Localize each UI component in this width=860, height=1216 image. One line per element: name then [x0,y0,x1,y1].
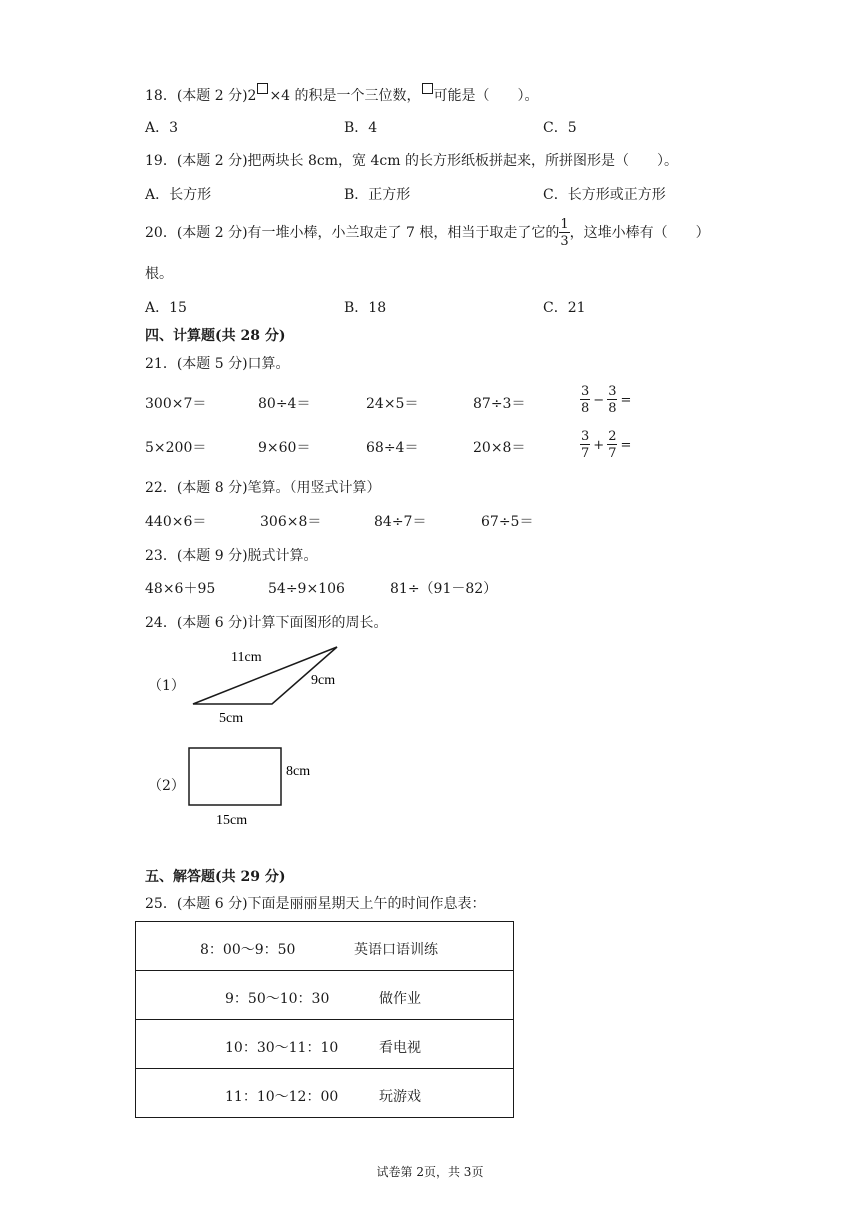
q19-option-c: C．长方形或正方形 [543,187,666,203]
q24-fig1-label: （1） [148,678,185,694]
equals-sign: = [620,392,632,408]
q21-stem: 21．(本题 5 分)口算。 [145,356,290,372]
q20-option-b: B．18 [344,300,387,316]
q21-r2-item4: 20×8＝ [473,440,526,456]
fraction [580,430,590,460]
q23-item1: 48×6＋95 [145,581,216,597]
q18-option-a: A．3 [145,120,179,136]
q21-fraction-expression-2 [580,430,631,460]
fraction-denominator: 7 [581,446,590,461]
q21-r1-item1: 300×7＝ [145,396,207,412]
schedule-table [135,921,514,1118]
table-row [136,922,514,971]
q25-stem: 25．(本题 6 分)下面是丽丽星期天上午的时间作息表： [145,896,486,912]
rectangle-height-label: 8cm [286,764,311,779]
q21-r2-item1: 5×200＝ [145,440,207,456]
fraction-denominator: 8 [608,401,617,416]
q23-item2: 54÷9×106 [268,581,345,597]
q18-text-a: 18．(本题 2 分)2 [145,88,257,104]
q18-option-b: B．4 [344,120,378,136]
table-row [136,971,514,1020]
rectangle-width-label: 15cm [216,813,248,828]
schedule-time: 11：10～12：00 [225,1089,339,1105]
fraction-numerator: 2 [608,429,617,444]
q19-stem: 19．(本题 2 分)把两块长 8cm，宽 4cm 的长方形纸板拼起来，所拼图形是（ ）。 [145,153,678,169]
fraction-numerator: 3 [608,384,617,399]
minus-sign: − [593,392,605,408]
q21-r1-item4: 87÷3＝ [473,396,526,412]
q21-r2-item3: 68÷4＝ [366,440,419,456]
q22-item2: 306×8＝ [260,514,322,530]
schedule-time: 9：50～10：30 [225,991,330,1007]
schedule-activity: 看电视 [379,1040,421,1056]
q20-fraction [559,218,569,248]
q22-item3: 84÷7＝ [374,514,427,530]
q20-option-c: C．21 [543,300,586,316]
q18-stem [145,83,539,103]
rectangle-shape [189,748,281,805]
table-cell [136,1069,514,1118]
fraction [607,385,617,415]
fraction-denominator: 7 [608,446,617,461]
q23-stem: 23．(本题 9 分)脱式计算。 [145,548,318,564]
q22-item4: 67÷5＝ [481,514,534,530]
triangle-side-top-label: 11cm [231,650,262,665]
fraction [580,385,590,415]
q20-line2: 根。 [145,266,173,282]
section-5-title: 五、解答题(共 29 分) [145,869,286,885]
triangle-figure [185,640,355,730]
fraction-numerator: 3 [581,429,590,444]
schedule-activity: 英语口语训练 [354,942,438,958]
equals-sign: = [620,437,632,453]
q18-option-c: C．5 [543,120,577,136]
schedule-time: 8：00～9：50 [200,942,296,958]
q23-item3: 81÷（91－82） [390,581,498,597]
triangle-side-right-label: 9cm [311,673,336,688]
fraction-denominator: 3 [560,234,569,249]
schedule-activity: 做作业 [379,991,421,1007]
q21-r1-item3: 24×5＝ [366,396,419,412]
q19-option-b: B．正方形 [344,187,411,203]
q24-stem: 24．(本题 6 分)计算下面图形的周长。 [145,615,388,631]
plus-sign: + [593,437,605,453]
q22-item1: 440×6＝ [145,514,207,530]
section-4-title: 四、计算题(共 28 分) [145,328,286,344]
q18-text-b: ×4 的积是一个三位数， [269,88,421,104]
fraction-numerator: 3 [581,384,590,399]
triangle-side-bottom-label: 5cm [219,711,244,726]
q21-fraction-expression-1 [580,385,631,415]
rectangle-figure [185,744,325,834]
table-cell [136,971,514,1020]
table-row [136,1020,514,1069]
blank-box-icon [257,83,268,94]
table-row [136,1069,514,1118]
schedule-time: 10：30～11：10 [225,1040,339,1056]
q24-fig2-label: （2） [148,778,185,794]
q20-stem [145,218,710,248]
q22-stem: 22．(本题 8 分)笔算。（用竖式计算） [145,480,381,496]
q19-option-a: A．长方形 [145,187,212,203]
page-footer: 试卷第 2页，共 3页 [376,1165,484,1179]
blank-box-icon [422,83,433,94]
fraction [607,430,617,460]
q20-text-b: ，这堆小棒有（ ） [569,225,710,241]
fraction-numerator: 1 [560,217,569,232]
q18-text-c: 可能是（ ）。 [433,88,539,104]
q20-option-a: A．15 [145,300,187,316]
fraction-denominator: 8 [581,401,590,416]
table-cell [136,922,514,971]
q20-text-a: 20．(本题 2 分)有一堆小棒，小兰取走了 7 根，相当于取走了它的 [145,225,560,241]
schedule-activity: 玩游戏 [379,1089,421,1105]
table-cell [136,1020,514,1069]
q21-r2-item2: 9×60＝ [258,440,311,456]
q21-r1-item2: 80÷4＝ [258,396,311,412]
